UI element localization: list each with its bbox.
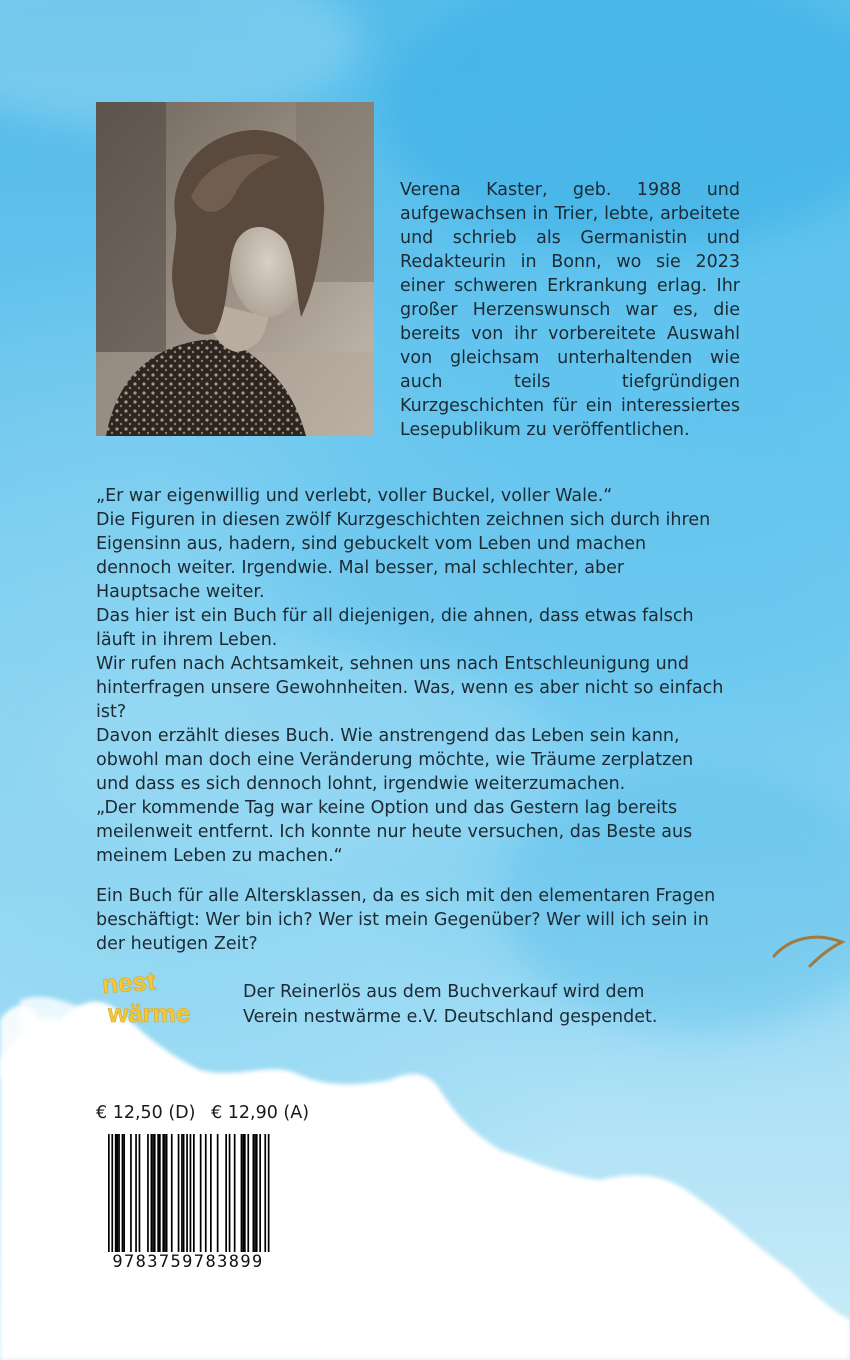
barcode-bar bbox=[147, 1134, 149, 1252]
barcode-bar bbox=[259, 1134, 261, 1252]
price-austria: € 12,90 (A) bbox=[211, 1103, 310, 1123]
leaf-icon bbox=[770, 928, 850, 968]
blurb-paragraph: Wir rufen nach Achtsamkeit, sehnen uns nach Entschleunigung und hinterfragen unsere Gewohnheiten. Was, wenn es aber nicht so einfach ist? bbox=[96, 654, 724, 722]
barcode-bar bbox=[139, 1134, 141, 1252]
blurb-paragraph: Davon erzählt dieses Buch. Wie anstrengend das Leben sein kann, obwohl man doch eine Veränderung möchte, wie Träume zerplatzen und dass es sich dennoch lohnt, irgendwie weiterzumachen. bbox=[96, 726, 694, 794]
barcode-bar bbox=[234, 1134, 236, 1252]
barcode-bar bbox=[186, 1134, 188, 1262]
barcode-bar bbox=[181, 1134, 183, 1252]
barcode-bar bbox=[183, 1134, 185, 1252]
blurb-quote-opening: „Er war eigenwillig und verlebt, voller Buckel, voller Wale.“ bbox=[96, 486, 613, 506]
author-photo bbox=[96, 102, 374, 436]
barcode-bar bbox=[253, 1134, 255, 1252]
logo-line-2: wärme bbox=[108, 998, 191, 1028]
barcode-bar bbox=[154, 1134, 156, 1252]
barcode-bar bbox=[264, 1134, 266, 1262]
barcode-bar bbox=[190, 1134, 192, 1262]
barcode-bar bbox=[123, 1134, 125, 1252]
barcode-bar bbox=[247, 1134, 249, 1252]
barcode-bar bbox=[229, 1134, 231, 1252]
barcode-bar bbox=[135, 1134, 137, 1252]
isbn-number: 9783759783899 bbox=[96, 1252, 280, 1272]
blurb-quote-closing: „Der kommende Tag war keine Option und das Gestern lag bereits meilenweit entfernt. Ich konnte nur heute versuchen, das Beste aus meinem Leben zu machen.“ bbox=[96, 798, 693, 866]
barcode-bar bbox=[244, 1134, 246, 1252]
barcode-bar bbox=[111, 1134, 113, 1262]
author-bio: Verena Kaster, geb. 1988 und aufgewachsen in Trier, lebte, arbeitete und schrieb als Germanistin und Redakteurin in Bonn, wo sie 2023 einer schweren Erkrankung erlag. Ihr großer Herzenswunsch war es, die bereits von ihr vorbereitete Auswahl von gleichsam unterhaltenden wie auch teils tiefgründigen Kurzgeschichten für ein interessiertes Lesepublikum zu veröffentlichen. bbox=[400, 180, 740, 440]
barcode-bar bbox=[122, 1134, 124, 1252]
barcode-bar bbox=[117, 1134, 119, 1252]
barcode-bar bbox=[256, 1134, 258, 1252]
barcode-bar bbox=[241, 1134, 243, 1252]
isbn-barcode bbox=[96, 1130, 280, 1280]
logo-line-1: nest bbox=[100, 965, 157, 1000]
closing-paragraph: Ein Buch für alle Altersklassen, da es sich mit den elementaren Fragen beschäftigt: Wer bin ich? Wer ist mein Gegenüber? Wer will ich sein in der heutigen Zeit? bbox=[96, 886, 716, 954]
blurb-paragraph: Das hier ist ein Buch für all diejenigen, die ahnen, dass etwas falsch läuft in ihrem Leben. bbox=[96, 606, 694, 650]
blurb-paragraph: Die Figuren in diesen zwölf Kurzgeschichten zeichnen sich durch ihren Eigensinn aus, hadern, sind gebuckelt vom Leben und machen dennoch weiter. Irgendwie. Mal besser, mal schlechter, aber Hauptsache weiter. bbox=[96, 510, 711, 602]
barcode-bar bbox=[108, 1134, 110, 1262]
book-blurb bbox=[96, 484, 726, 868]
barcode-bar bbox=[115, 1134, 117, 1252]
barcode-bar bbox=[151, 1134, 153, 1252]
barcode-bar bbox=[210, 1134, 212, 1252]
barcode-bar bbox=[178, 1134, 180, 1252]
barcode-bar bbox=[242, 1134, 244, 1252]
barcode-bar bbox=[268, 1134, 270, 1262]
barcode-bar bbox=[217, 1134, 219, 1252]
barcode-bar bbox=[162, 1134, 164, 1252]
barcode-bar bbox=[254, 1134, 256, 1252]
barcode-bar bbox=[159, 1134, 161, 1252]
barcode-bar bbox=[164, 1134, 166, 1252]
price-germany: € 12,50 (D) bbox=[96, 1103, 196, 1123]
barcode-bar bbox=[152, 1134, 154, 1252]
price-line bbox=[96, 1101, 319, 1125]
barcode-bar bbox=[166, 1134, 168, 1252]
barcode-bar bbox=[171, 1134, 173, 1252]
barcode-bar bbox=[205, 1134, 207, 1252]
barcode-bar bbox=[118, 1134, 120, 1252]
barcode-bar bbox=[193, 1134, 195, 1252]
barcode-bar bbox=[157, 1134, 159, 1252]
barcode-bar bbox=[225, 1134, 227, 1252]
barcode-bar bbox=[200, 1134, 202, 1252]
barcode-bar bbox=[130, 1134, 132, 1252]
nestwaerme-logo bbox=[88, 962, 220, 1032]
donation-note: Der Reinerlös aus dem Buchverkauf wird dem Verein nestwärme e.V. Deutschland gespendet. bbox=[243, 982, 658, 1027]
